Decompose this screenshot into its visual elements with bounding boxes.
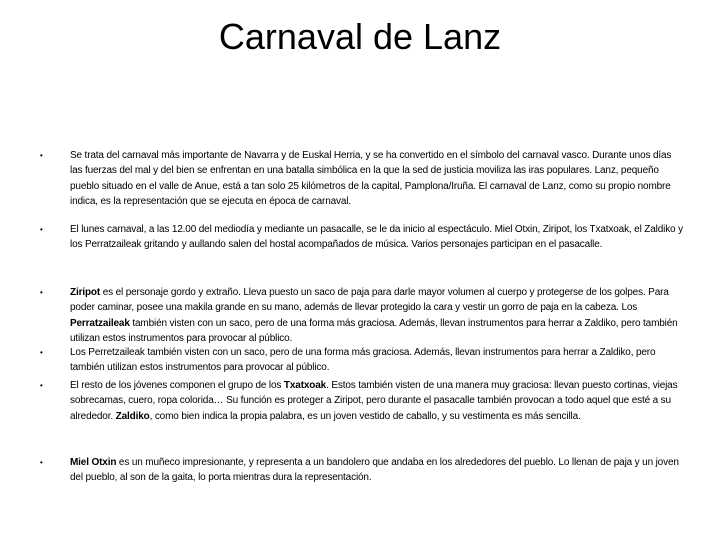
bullet-icon: • bbox=[40, 225, 43, 234]
bullet-text bbox=[70, 378, 685, 424]
bullet-icon: • bbox=[40, 288, 43, 297]
bullet-text-run: El lunes carnaval, a las 12.00 del mediodía y mediante un pasacalle, se le da inicio al espectáculo. Miel Otxin, Ziripot, los Txatxoak, el Zaldiko y los Perratzaileak gritando y aullando salen del hostal acompañados de música. Varios personajes participan en el pasacalle. bbox=[70, 224, 683, 251]
bullet-text-run: Se trata del carnaval más importante de Navarra y de Euskal Herria, y se ha convertido en el símbolo del carnaval vasco. Durante unos días las fuerzas del mal y del bien se enfrentan en una batalla simbólica en la que la sed de justicia moviliza las iras populares. Lanz, pequeño pueblo situado en el valle de Anue, está a tan solo 25 kilómetros de la capital, Pamplona/Iruña. El carnaval de Lanz, como su propio nombre indica, es la representación que se ejecuta en época de carnaval. bbox=[70, 150, 672, 207]
bullet-icon: • bbox=[40, 348, 43, 357]
bullet-text-bold: Zaldiko bbox=[115, 410, 150, 422]
bullet-text-run: también visten con un saco, pero de una forma más graciosa. Además, llevan instrumentos para herrar a Zaldiko, pero también utilizan estos instrumentos para provocar al público. bbox=[70, 317, 678, 344]
bullet-text-run: es el personaje gordo y extraño. Lleva puesto un saco de paja para darle mayor volumen al cuerpo y protegerse de los golpes. Para poder caminar, posee una makila grande en su mano, además de llevar protegido la cara y vestir un gorro de paja en la cabeza. Los bbox=[70, 287, 669, 314]
bullet-text-run: Los Perretzaileak también visten con un saco, pero de una forma más graciosa. Además, llevan instrumentos para herrar a Zaldiko, pero también utilizan estos instrumentos para provocar al público. bbox=[70, 347, 656, 374]
slide-title: Carnaval de Lanz bbox=[218, 16, 502, 57]
bullet-icon: • bbox=[40, 458, 43, 467]
bullet-text-bold: Miel Otxin bbox=[70, 457, 117, 468]
bullet-text-run: . Estos también visten de una manera muy graciosa: llevan puesto cortinas, viejas sobrecamas, cuero, ropa colorida… Su función es proteger a Ziripot, pero durante el pasacalle también provocan a todo aquel que esté a su alrededor. bbox=[70, 380, 678, 422]
bullet-text-bold: Ziripot bbox=[70, 287, 101, 298]
bullet-text bbox=[70, 222, 685, 253]
bullet-text-bold: Txatxoak bbox=[283, 380, 327, 391]
bullet-text bbox=[70, 285, 685, 346]
bullet-text-run: El resto de los jóvenes componen el grupo de los bbox=[70, 380, 284, 391]
bullet-text bbox=[70, 345, 685, 376]
bullet-text bbox=[70, 148, 685, 209]
bullet-text bbox=[70, 455, 685, 486]
bullet-text-run: , como bien indica la propia palabra, es un joven vestido de caballo, y su vestimenta es más sencilla. bbox=[149, 410, 581, 422]
bullet-icon: • bbox=[40, 151, 43, 160]
bullet-text-run: es un muñeco impresionante, y representa a un bandolero que andaba en los alrededores del pueblo. Lo llenan de paja y un joven del pueblo, al son de la gaita, lo porta mientras dura la representación. bbox=[70, 457, 679, 484]
bullet-icon: • bbox=[40, 381, 43, 390]
bullet-text-bold: Perratzaileak bbox=[70, 317, 130, 329]
